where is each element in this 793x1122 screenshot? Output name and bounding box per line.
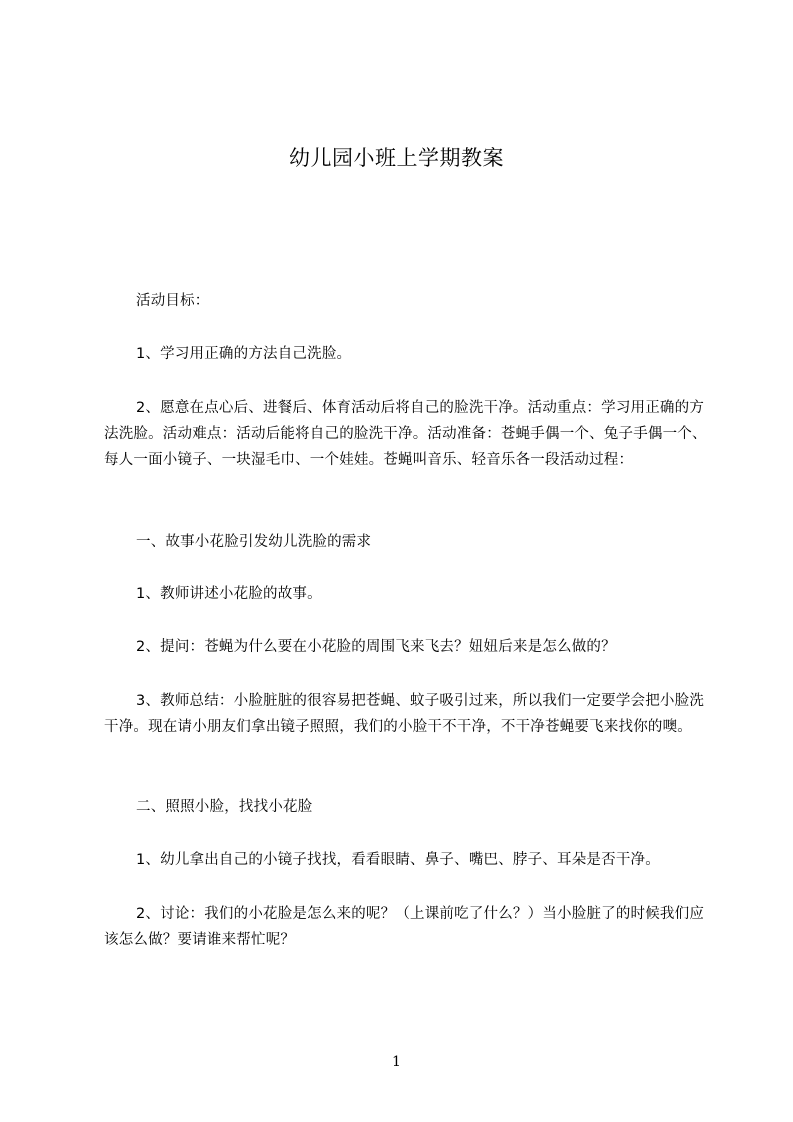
- paragraph-objective-2: 2、愿意在点心后、进餐后、体育活动后将自己的脸洗干净。活动重点：学习用正确的方法洗脸。活动难点：活动后能将自己的脸洗干净。活动准备：苍蝇手偶一个、兔子手偶一个、每人一面小镜子、一块湿毛巾、一个娃娃。苍蝇叫音乐、轻音乐各一段活动过程：: [104, 400, 707, 468]
- document-title: 幼儿园小班上学期教案: [289, 146, 504, 170]
- paragraph-step-2-1: 1、幼儿拿出自己的小镜子找找，看看眼睛、鼻子、嘴巴、脖子、耳朵是否干净。: [136, 852, 660, 868]
- paragraph-step-1-3: 3、教师总结：小脸脏脏的很容易把苍蝇、蚊子吸引过来，所以我们一定要学会把小脸洗干净。现在请小朋友们拿出镜子照照，我们的小脸干不干净，不干净苍蝇要飞来找你的噢。: [104, 693, 705, 735]
- paragraph-step-2-2: 2、讨论：我们的小花脸是怎么来的呢？（上课前吃了什么？）当小脸脏了的时候我们应该怎么做？要请谁来帮忙呢？: [104, 906, 705, 948]
- paragraph-section-1-heading: 一、故事小花脸引发幼儿洗脸的需求: [136, 534, 372, 550]
- paragraph-section-2-heading: 二、照照小脸，找找小花脸: [136, 799, 313, 815]
- paragraph-objective-1: 1、学习用正确的方法自己洗脸。: [136, 346, 352, 362]
- paragraph-step-1-2: 2、提问：苍蝇为什么要在小花脸的周围飞来飞去？妞妞后来是怎么做的？: [136, 639, 616, 655]
- paragraph-objectives-heading: 活动目标：: [136, 293, 210, 309]
- paragraph-step-1-1: 1、教师讲述小花脸的故事。: [136, 586, 322, 602]
- page-number: 1: [392, 1054, 401, 1070]
